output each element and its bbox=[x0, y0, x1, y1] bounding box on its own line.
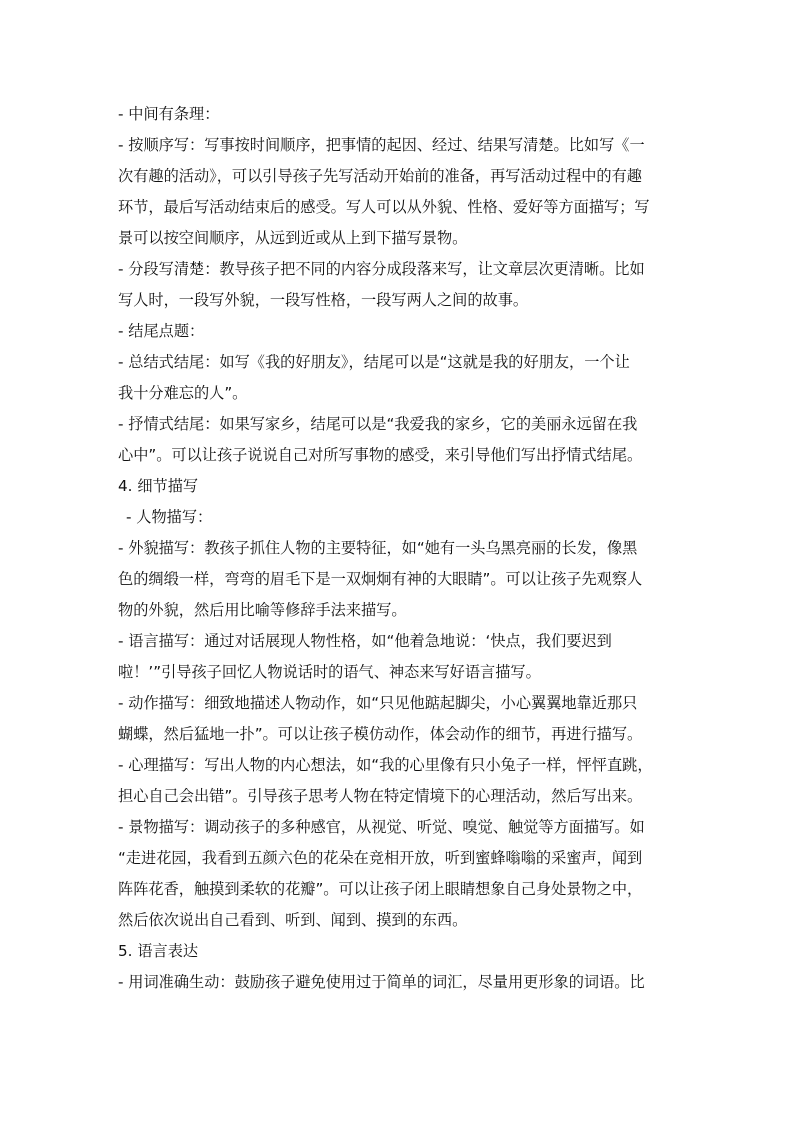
text-line: - 中间有条理： bbox=[118, 105, 220, 123]
text-line: - 按顺序写：写事按时间顺序，把事情的起因、经过、结果写清楚。比如写《一 bbox=[118, 136, 645, 154]
text-line: - 外貌描写：教孩子抓住人物的主要特征，如“她有一头乌黑亮丽的长发，像黑 bbox=[118, 539, 638, 557]
section-heading: 5. 语言表达 bbox=[118, 942, 199, 960]
text-line: 写人时，一段写外貌，一段写性格，一段写两人之间的故事。 bbox=[118, 291, 529, 309]
text-line: 我十分难忘的人”。 bbox=[118, 384, 248, 402]
text-line: - 分段写清楚：教导孩子把不同的内容分成段落来写，让文章层次更清晰。比如 bbox=[118, 260, 645, 278]
subsection-heading: - 人物描写： bbox=[126, 508, 213, 526]
text-line: - 动作描写：细致地描述人物动作，如“只见他踮起脚尖，小心翼翼地靠近那只 bbox=[118, 694, 638, 712]
text-line: 环节，最后写活动结束后的感受。写人可以从外貌、性格、爱好等方面描写；写 bbox=[118, 198, 650, 216]
text-line: - 语言描写：通过对话展现人物性格，如“他着急地说：‘快点，我们要迟到 bbox=[118, 632, 612, 650]
text-line: 啦！’”引导孩子回忆人物说话时的语气、神态来写好语言描写。 bbox=[118, 663, 541, 681]
text-line: - 景物描写：调动孩子的多种感官，从视觉、听觉、嗅觉、触觉等方面描写。如 bbox=[118, 818, 645, 836]
text-line: 物的外貌，然后用比喻等修辞手法来描写。 bbox=[118, 601, 407, 619]
text-line: “走进花园，我看到五颜六色的花朵在竞相开放，听到蜜蜂嗡嗡的采蜜声，闻到 bbox=[118, 849, 643, 867]
text-line: 担心自己会出错”。引导孩子思考人物在特定情境下的心理活动，然后写出来。 bbox=[118, 787, 643, 805]
text-line: - 心理描写：写出人物的内心想法，如“我的心里像有只小兔子一样，怦怦直跳， bbox=[118, 756, 653, 774]
text-line: - 用词准确生动：鼓励孩子避免使用过于简单的词汇，尽量用更形象的词语。比 bbox=[118, 973, 645, 991]
text-line: 心中”。可以让孩子说说自己对所写事物的感受，来引导他们写出抒情式结尾。 bbox=[118, 446, 643, 464]
document-body bbox=[118, 99, 680, 998]
text-line: 然后依次说出自己看到、听到、闻到、摸到的东西。 bbox=[118, 911, 468, 929]
text-line: 阵阵花香，触摸到柔软的花瓣”。可以让孩子闭上眼睛想象自己身处景物之中， bbox=[118, 880, 643, 898]
text-line: - 结尾点题： bbox=[118, 322, 205, 340]
text-line: 色的绸缎一样，弯弯的眉毛下是一双炯炯有神的大眼睛”。可以让孩子先观察人 bbox=[118, 570, 643, 588]
text-line: 景可以按空间顺序，从远到近或从上到下描写景物。 bbox=[118, 229, 468, 247]
text-line: - 抒情式结尾：如果写家乡，结尾可以是“我爱我的家乡，它的美丽永远留在我 bbox=[118, 415, 638, 433]
text-line: - 总结式结尾：如写《我的好朋友》，结尾可以是“这就是我的好朋友，一个让 bbox=[118, 353, 630, 371]
text-line: 蝴蝶，然后猛地一扑”。可以让孩子模仿动作，体会动作的细节，再进行描写。 bbox=[118, 725, 643, 743]
section-heading: 4. 细节描写 bbox=[118, 477, 199, 495]
text-line: 次有趣的活动》，可以引导孩子先写活动开始前的准备，再写活动过程中的有趣 bbox=[118, 167, 642, 185]
